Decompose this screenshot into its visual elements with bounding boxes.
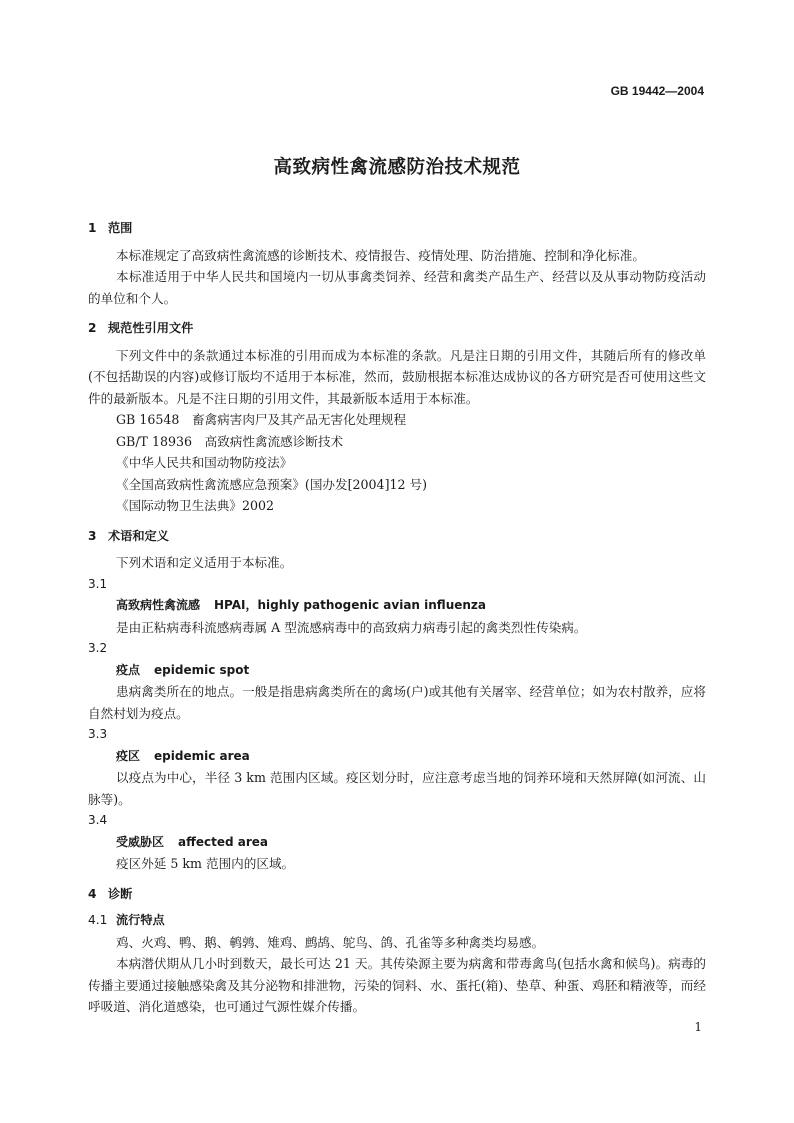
term-zh: 疫区 (116, 748, 141, 763)
term-number: 3.4 (88, 813, 108, 827)
reference-item: 《国际动物卫生法典》2002 (116, 498, 274, 513)
subsection-title: 流行特点 (116, 913, 165, 927)
term-en: affected area (178, 834, 268, 849)
paragraph: 鸡、火鸡、鸭、鹅、鹌鹑、雉鸡、鹧鸪、鸵鸟、鸽、孔雀等多种禽类均易感。 (116, 934, 545, 950)
section-heading-1 (88, 218, 706, 240)
section-heading-4 (88, 884, 706, 906)
term-zh: 疫点 (116, 662, 141, 677)
term-en: HPAI，highly pathogenic avian influenza (214, 598, 487, 612)
section-title: 范围 (108, 221, 133, 235)
term-definition: 患病禽类所在的地点。一般是指患病禽类所在的禽场(户)或其他有关屠宰、经营单位；如为农村散养，应将自然村划为疫点。 (88, 684, 706, 721)
document-title: 高致病性禽流感防治技术规范 (273, 157, 521, 178)
paragraph: 本标准规定了高致病性禽流感的诊断技术、疫情报告、疫情处理、防治措施、控制和净化标准。 (116, 247, 645, 263)
section-title: 诊断 (108, 886, 133, 901)
subsection-number: 4.1 (88, 913, 108, 927)
section-title: 规范性引用文件 (108, 321, 194, 335)
paragraph: 下列文件中的条款通过本标准的引用而成为本标准的条款。凡是注日期的引用文件，其随后所有的修改单(不包括勘误的内容)或修订版均不适用于本标准，然而，鼓励根据本标准达成协议的各方研究是否可使用这些文件的最新版本。凡是不注日期的引用文件，其最新版本适用于本标准。 (88, 347, 706, 406)
term-definition: 是由正粘病毒科流感病毒属 A 型流感病毒中的高致病力病毒引起的禽类烈性传染病。 (116, 619, 587, 635)
term-en: epidemic spot (154, 662, 250, 677)
section-number: 2 (88, 321, 97, 335)
term-zh: 受威胁区 (116, 834, 165, 849)
section-heading-2 (88, 318, 706, 340)
section-number: 4 (88, 886, 97, 901)
term-en: epidemic area (154, 748, 250, 763)
section-heading-3 (88, 526, 706, 548)
reference-item: 《中华人民共和国动物防疫法》 (116, 455, 293, 470)
paragraph: 本病潜伏期从几小时到数天，最长可达 21 天。其传染源主要为病禽和带毒禽鸟(包括水禽和候鸟)。病毒的传播主要通过接触感染禽及其分泌物和排泄物，污染的饲料、水、蛋托(箱)、垫草、种蛋、鸡胚和精液等，而经呼吸道、消化道感染，也可通过气源性媒介传播。 (88, 956, 706, 1014)
term-number: 3.1 (88, 576, 108, 591)
reference-item: GB/T 18936 高致病性禽流感诊断技术 (116, 433, 344, 449)
term-zh: 高致病性禽流感 (116, 598, 201, 612)
section-number: 3 (88, 528, 97, 543)
standard-number: GB 19442—2004 (610, 84, 704, 98)
term-number: 3.3 (88, 727, 108, 741)
page-number: 1 (694, 1020, 702, 1034)
section-title: 术语和定义 (108, 528, 169, 543)
paragraph: 下列术语和定义适用于本标准。 (116, 555, 293, 570)
term-entry (88, 595, 706, 617)
term-definition: 以疫点为中心，半径 3 km 范围内区域。疫区划分时，应注意考虑当地的饲养环境和天然屏障(如河流、山脉等)。 (88, 770, 706, 807)
term-entry (88, 746, 706, 768)
reference-item: 《全国高致病性禽流感应急预案》(国办发[2004]12 号) (116, 476, 428, 492)
reference-item: GB 16548 畜禽病害肉尸及其产品无害化处理规程 (116, 412, 407, 427)
subsection-heading (88, 910, 706, 932)
term-entry (88, 832, 706, 854)
section-number: 1 (88, 221, 97, 235)
term-definition: 疫区外延 5 km 范围内的区域。 (116, 856, 295, 871)
document-body (88, 214, 706, 1018)
paragraph: 本标准适用于中华人民共和国境内一切从事禽类饲养、经营和禽类产品生产、经营以及从事动物防疫活动的单位和个人。 (88, 269, 706, 306)
term-entry (88, 660, 706, 682)
term-number: 3.2 (88, 641, 108, 655)
